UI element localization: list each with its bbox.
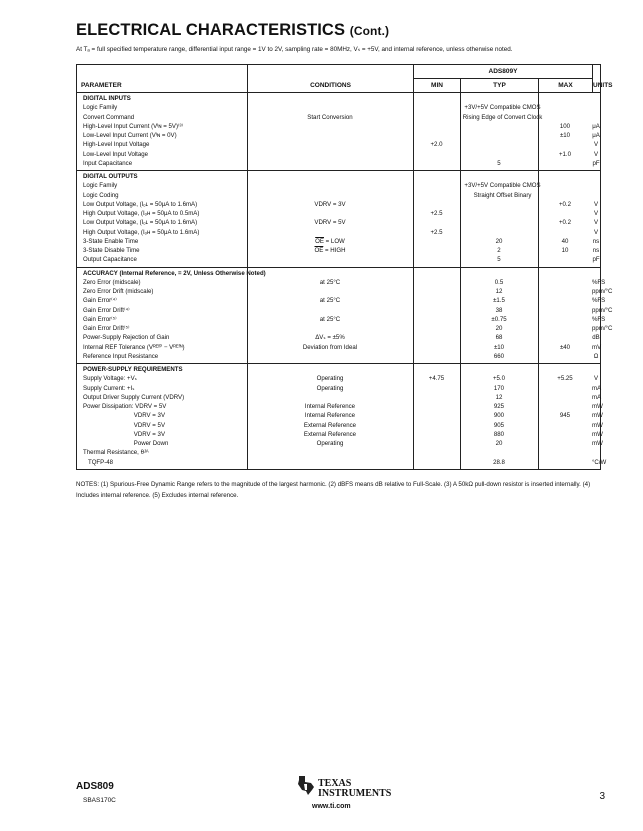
units-cell	[592, 103, 600, 112]
units-cell: V	[593, 219, 599, 227]
conditions-cell: ΔVₛ = ±5%	[315, 334, 345, 342]
typ-cell	[460, 209, 538, 218]
units-cell: ppm/°C	[592, 306, 613, 314]
conditions-cell	[247, 228, 413, 237]
ti-logo	[296, 775, 392, 815]
spanned-value-cell: +3V/+5V Compatible CMOS	[464, 104, 541, 112]
max-cell	[538, 430, 592, 439]
parameter-cell: Gain Error Drift⁽⁴⁾	[83, 306, 130, 314]
parameter-cell: Power Down	[83, 440, 169, 447]
table-section	[77, 171, 600, 268]
max-cell	[538, 159, 592, 168]
spanned-value-cell: Rising Edge of Convert Clock	[462, 113, 543, 121]
typ-cell: 68	[495, 334, 503, 342]
table-row	[77, 421, 603, 430]
table-row	[77, 439, 603, 448]
units-cell: mW	[592, 440, 603, 447]
conditions-cell	[247, 287, 413, 296]
max-cell: +0.2	[558, 219, 572, 227]
units-cell: mV	[592, 343, 602, 351]
col-min: MIN	[413, 78, 460, 92]
spanned-value-cell: Straight Offset Binary	[473, 191, 532, 199]
table-row	[77, 384, 600, 393]
max-cell	[538, 402, 592, 411]
typ-cell: ±1.5	[493, 297, 505, 305]
overline-signal: $\overline{OE}$	[314, 247, 324, 254]
brand-name	[318, 779, 391, 799]
typ-cell	[460, 228, 538, 237]
table-row	[77, 122, 600, 131]
max-cell	[538, 287, 592, 296]
conditions-cell	[247, 150, 413, 159]
max-cell	[538, 306, 592, 315]
test-conditions: At Tₐ = full specified temperature range, differential input range = 1V to 2V, sampling rate = 80MHz, Vₛ = +5V, and internal reference, unless otherwise noted.	[76, 46, 513, 53]
min-cell	[413, 159, 460, 168]
units-cell	[592, 181, 600, 190]
units-cell: %FS	[592, 315, 606, 323]
units-cell	[592, 113, 600, 122]
table-row	[77, 113, 600, 122]
typ-cell	[460, 200, 538, 209]
units-cell: ppm/°C	[592, 325, 613, 332]
parameter-cell: TQFP-48	[83, 458, 114, 466]
conditions-cell: External Reference	[303, 421, 357, 429]
units-cell: Ω	[593, 352, 599, 360]
max-cell: ±10	[559, 132, 571, 139]
title-text: ELECTRICAL CHARACTERISTICS	[76, 21, 346, 39]
typ-cell: 925	[493, 403, 505, 410]
typ-cell	[460, 140, 538, 149]
table-row	[77, 352, 600, 361]
table-row	[77, 209, 600, 218]
units-cell	[592, 448, 600, 457]
overline-signal: $\overline{OE}$	[315, 237, 324, 245]
table-row	[77, 448, 600, 457]
min-cell	[413, 218, 460, 227]
conditions-cell	[247, 191, 413, 200]
document-number: ADS809	[76, 781, 114, 792]
col-typ: TYP	[460, 78, 538, 92]
max-cell	[538, 209, 592, 218]
conditions-cell: at 25°C	[319, 315, 341, 323]
parameter-cell: Gain Error⁽⁵⁾	[83, 315, 117, 323]
conditions-cell	[247, 140, 413, 149]
min-cell	[413, 411, 460, 420]
spec-table	[76, 64, 613, 470]
conditions-cell	[247, 122, 413, 131]
texas-state-icon	[296, 775, 316, 797]
page-title	[76, 21, 389, 40]
conditions-cell	[247, 306, 413, 315]
conditions-cell	[247, 246, 413, 255]
parameter-cell: Output Driver Supply Current (VDRV)	[83, 393, 185, 401]
units-cell: μA	[592, 132, 600, 139]
min-cell	[413, 439, 460, 448]
table-row	[77, 200, 600, 209]
col-max: MAX	[538, 78, 592, 92]
min-cell: +2.5	[430, 228, 443, 236]
units-cell: mW	[592, 412, 603, 420]
parameter-cell: Convert Command	[83, 113, 135, 121]
typ-cell: 28.8	[493, 458, 505, 466]
conditions-cell: Internal Reference	[304, 403, 356, 410]
min-cell	[413, 255, 460, 264]
typ-cell: 900	[493, 412, 505, 420]
parameter-cell: High Output Voltage, (Iₒʜ = 50μA to 0.5mA)	[83, 210, 200, 217]
typ-cell: 5	[497, 256, 501, 264]
min-cell: +2.5	[430, 210, 443, 217]
table-row	[77, 103, 600, 112]
parameter-cell: Output Capacitance	[83, 256, 137, 264]
conditions-cell	[247, 103, 413, 112]
part-number: ADS809Y	[413, 65, 592, 78]
max-cell	[538, 448, 592, 457]
min-cell	[413, 333, 460, 342]
units-cell: V	[593, 210, 599, 217]
table-row	[77, 430, 603, 439]
typ-cell: 905	[493, 421, 505, 429]
max-cell: 10	[561, 247, 569, 254]
table-row	[77, 159, 600, 168]
table-row	[77, 255, 600, 264]
units-cell: mA	[592, 384, 602, 392]
max-cell: 100	[559, 122, 571, 130]
parameter-cell: Low-Level Input Current (Vᴵɴ = 0V)	[83, 132, 177, 139]
condition-rest: = HIGH	[323, 247, 346, 254]
table-row	[77, 411, 603, 420]
brand-line1: TEXAS	[318, 778, 352, 789]
table-section	[77, 268, 613, 365]
typ-cell	[460, 131, 538, 140]
parameter-cell: Logic Family	[83, 104, 118, 112]
max-cell	[538, 333, 592, 342]
units-cell: V	[593, 200, 599, 208]
units-cell: mW	[592, 403, 603, 410]
min-cell	[413, 324, 460, 333]
parameter-cell: Supply Voltage: +Vₛ	[83, 375, 137, 383]
typ-cell: 20	[495, 325, 503, 332]
min-cell	[413, 122, 460, 131]
min-cell	[413, 306, 460, 315]
table-row	[77, 218, 600, 227]
brand-line2: INSTRUMENTS	[318, 788, 392, 799]
parameter-cell: Power Dissipation: VDRV = 5V	[83, 403, 167, 410]
typ-cell	[460, 448, 538, 457]
min-cell	[413, 402, 460, 411]
typ-cell: ±0.75	[491, 315, 507, 323]
typ-cell	[460, 218, 538, 227]
table-row	[77, 402, 603, 411]
conditions-cell: External Reference	[303, 430, 357, 438]
table-header-top	[77, 65, 600, 78]
conditions-cell: Operating	[316, 384, 344, 392]
table-row	[77, 191, 600, 200]
conditions-cell	[247, 237, 413, 246]
table-row	[77, 306, 613, 315]
typ-cell: 20	[495, 440, 503, 447]
min-cell	[413, 237, 460, 246]
units-cell: mW	[592, 421, 603, 429]
parameter-cell: Power-Supply Rejection of Gain	[83, 334, 170, 342]
parameter-cell: High Output Voltage, (Iₒʜ = 50μA to 1.6mA)	[83, 228, 200, 236]
units-cell: V	[593, 141, 599, 149]
parameter-cell: Logic Coding	[83, 191, 119, 199]
min-cell	[413, 315, 460, 324]
min-cell	[413, 343, 460, 352]
typ-cell: ±10	[493, 343, 505, 351]
table-section	[77, 93, 600, 171]
typ-cell: 20	[495, 237, 503, 245]
conditions-cell	[247, 458, 413, 467]
col-units: UNITS	[592, 78, 613, 92]
typ-cell: 0.5	[494, 278, 504, 286]
conditions-cell	[247, 181, 413, 190]
max-cell: +5.25	[557, 375, 573, 383]
table-row	[77, 315, 606, 324]
conditions-cell: at 25°C	[319, 278, 341, 286]
condition-rest: = LOW	[323, 237, 345, 245]
table-row	[77, 296, 606, 305]
min-cell: +2.0	[430, 141, 443, 149]
units-cell: %FS	[592, 278, 606, 286]
table-row	[77, 333, 600, 342]
max-cell	[538, 315, 592, 324]
parameter-cell: VDRV = 3V	[83, 430, 166, 438]
max-cell	[538, 278, 592, 287]
typ-cell: 38	[495, 306, 503, 314]
parameter-cell: Input Capacitance	[83, 159, 133, 167]
units-cell: V	[593, 375, 599, 383]
table-row	[77, 393, 600, 402]
conditions-cell	[247, 255, 413, 264]
max-cell	[538, 458, 592, 467]
table-row	[77, 228, 600, 237]
conditions-cell: Internal Reference	[304, 412, 356, 420]
typ-cell: 2	[497, 247, 501, 254]
max-cell	[538, 324, 592, 333]
parameter-cell: Thermal Resistance, θᴶᴬ	[83, 449, 149, 457]
min-cell	[413, 384, 460, 393]
table-row	[77, 246, 600, 255]
table-section	[77, 364, 607, 469]
conditions-cell: Operating	[316, 440, 344, 447]
max-cell: 945	[559, 412, 571, 420]
page-number: 3	[599, 791, 605, 802]
min-cell	[413, 287, 460, 296]
parameter-cell: Logic Family	[83, 182, 118, 190]
typ-cell: 12	[495, 393, 503, 401]
units-cell: mW	[592, 430, 603, 438]
max-cell	[538, 228, 592, 237]
table-row	[77, 181, 600, 190]
section-title: DIGITAL OUTPUTS	[83, 173, 138, 180]
section-title: DIGITAL INPUTS	[83, 95, 131, 102]
col-conditions: CONDITIONS	[247, 78, 413, 92]
max-cell	[538, 421, 592, 430]
max-cell	[538, 140, 592, 149]
parameter-cell: Zero Error (midscale)	[83, 278, 141, 286]
parameter-cell: Gain Error⁽⁴⁾	[83, 297, 117, 305]
table-body	[77, 93, 613, 469]
parameter-cell: Gain Error Drift⁽⁵⁾	[83, 325, 130, 332]
spanned-value-cell: +3V/+5V Compatible CMOS	[464, 182, 541, 190]
min-cell	[413, 246, 460, 255]
max-cell	[538, 352, 592, 361]
units-cell: ppm/°C	[592, 288, 613, 295]
min-cell: +4.75	[428, 375, 445, 383]
notes: NOTES: (1) Spurious-Free Dynamic Range refers to the magnitude of the largest harmonic. (2) dBFS means dB relative to Full-Scale. (3) A 50kΩ pull-down resistor is inserted internally. (4) Includes internal reference. (5) Excludes internal reference.	[76, 481, 591, 499]
conditions-cell	[247, 393, 413, 402]
max-cell: +0.2	[558, 200, 572, 208]
conditions-cell: Operating	[316, 375, 344, 383]
typ-cell: 5	[497, 159, 501, 167]
min-cell	[413, 150, 460, 159]
units-cell: V	[593, 150, 599, 158]
min-cell	[413, 278, 460, 287]
units-cell: ns	[592, 247, 600, 254]
table-row	[77, 374, 600, 383]
website-url: www.ti.com	[312, 803, 351, 810]
conditions-cell	[247, 324, 413, 333]
parameter-cell: Internal REF Tolerance (Vᴿᴱᶠᴾ − Vᴿᴱᶠᴺ)	[83, 343, 185, 351]
parameter-cell: 3-State Disable Time	[83, 247, 140, 254]
conditions-cell	[247, 448, 413, 457]
typ-cell: 660	[493, 352, 505, 360]
typ-cell	[460, 150, 538, 159]
title-suffix: (Cont.)	[349, 24, 390, 38]
min-cell	[413, 200, 460, 209]
parameter-cell: 3-State Enable Time	[83, 237, 139, 245]
max-cell	[538, 393, 592, 402]
min-cell	[413, 296, 460, 305]
conditions-cell: VDRV = 3V	[314, 200, 346, 208]
min-cell	[413, 430, 460, 439]
table-row	[77, 150, 600, 159]
units-cell: %FS	[592, 297, 606, 305]
col-parameter: PARAMETER	[81, 81, 122, 89]
units-cell: dB	[592, 334, 600, 342]
max-cell: ±40	[559, 343, 571, 351]
typ-cell: +5.0	[492, 375, 506, 383]
min-cell	[413, 448, 460, 457]
conditions-cell	[247, 131, 413, 140]
conditions-cell: VDRV = 5V	[314, 219, 346, 227]
max-cell	[538, 439, 592, 448]
table-row	[77, 343, 600, 352]
min-cell	[413, 458, 460, 467]
literature-code: SBAS170C	[83, 797, 116, 804]
units-cell	[592, 191, 600, 200]
units-cell: °C/W	[592, 458, 607, 466]
conditions-cell: at 25°C	[319, 297, 341, 305]
units-cell: V	[593, 228, 599, 236]
parameter-cell: Low Output Voltage, (Iₒʟ = 50μA to 1.6mA)	[83, 200, 198, 208]
table-row	[77, 324, 613, 333]
units-cell: ns	[592, 237, 600, 245]
conditions-cell: Start Conversion	[307, 113, 353, 121]
parameter-cell: Zero Error Drift (midscale)	[83, 288, 154, 295]
units-cell: pF	[592, 256, 600, 264]
typ-cell	[460, 122, 538, 131]
min-cell	[413, 131, 460, 140]
parameter-cell: Reference Input Resistance	[83, 352, 159, 360]
min-cell	[413, 352, 460, 361]
units-cell: μA	[592, 122, 600, 130]
section-title: POWER-SUPPLY REQUIREMENTS	[83, 366, 183, 373]
parameter-cell: High-Level Input Voltage	[83, 141, 150, 149]
table-row	[77, 140, 600, 149]
units-cell: mA	[592, 393, 602, 401]
parameter-cell: Supply Current: +Iₛ	[83, 384, 135, 392]
table-row	[77, 131, 600, 140]
min-cell	[413, 393, 460, 402]
table-row	[77, 287, 613, 296]
max-cell	[538, 384, 592, 393]
table-row	[77, 458, 607, 467]
table-row	[77, 278, 606, 287]
table-header	[77, 78, 613, 93]
section-title: ACCURACY (Internal Reference, = 2V, Unless Otherwise Noted)	[83, 269, 266, 277]
parameter-cell: Low-Level Input Voltage	[83, 150, 149, 158]
table-row	[77, 237, 600, 246]
max-cell: 40	[561, 237, 569, 245]
parameter-cell: High-Level Input Current (Vᴵɴ = 5V)⁽³⁾	[83, 122, 184, 130]
min-cell	[413, 421, 460, 430]
max-cell	[538, 296, 592, 305]
conditions-cell	[247, 159, 413, 168]
conditions-cell	[247, 209, 413, 218]
conditions-cell: Deviation from Ideal	[302, 343, 358, 351]
typ-cell: 12	[495, 288, 503, 295]
parameter-cell: VDRV = 3V	[83, 412, 166, 420]
typ-cell: 170	[493, 384, 505, 392]
parameter-cell: Low Output Voltage, (Iₒʟ = 50μA to 1.6mA)	[83, 219, 198, 227]
parameter-cell: VDRV = 5V	[83, 421, 166, 429]
max-cell: +1.0	[558, 150, 572, 158]
max-cell	[538, 255, 592, 264]
typ-cell: 880	[493, 430, 505, 438]
units-cell: pF	[592, 159, 600, 167]
conditions-cell	[247, 352, 413, 361]
